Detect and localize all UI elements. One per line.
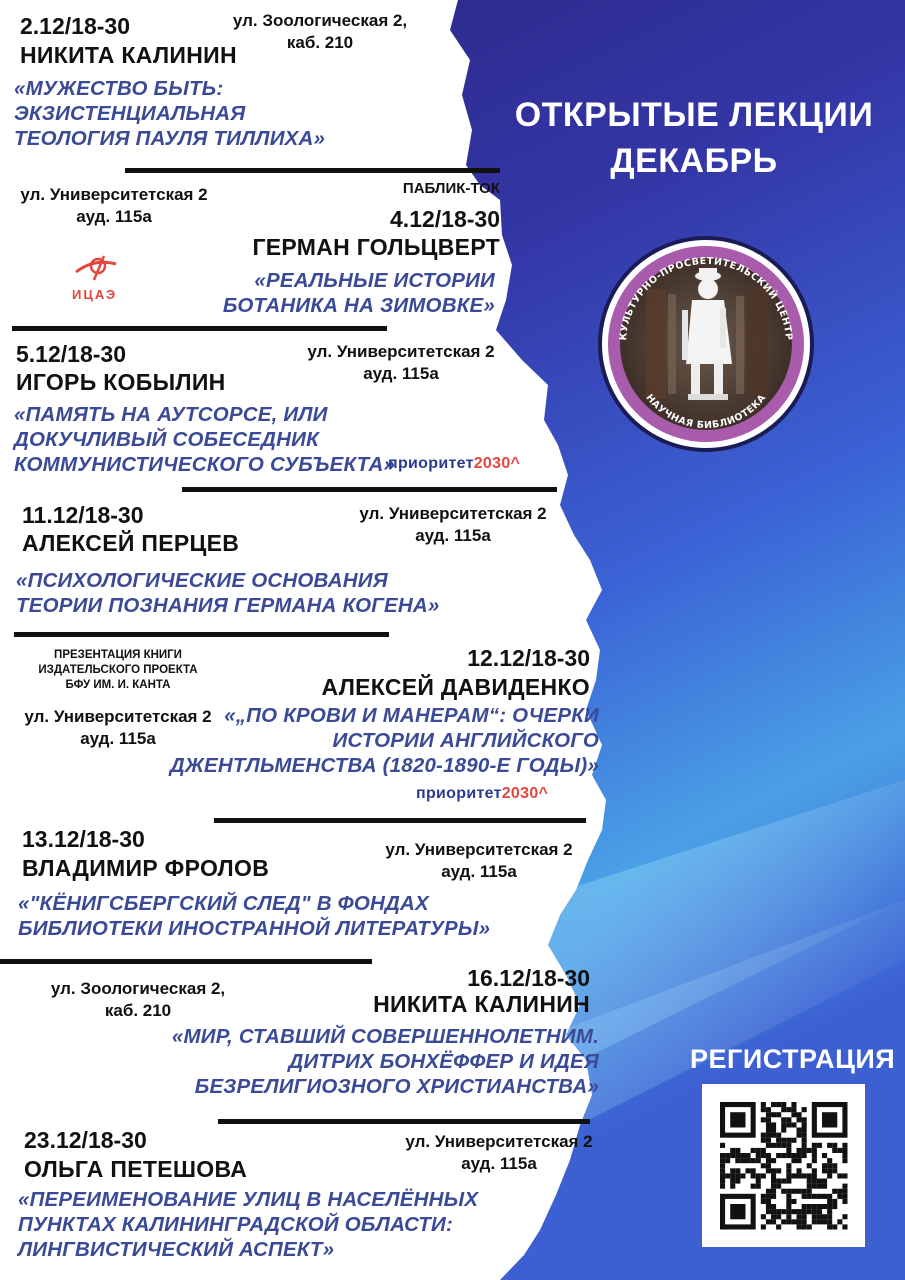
lecture-7-title bbox=[172, 1024, 599, 1099]
emblem-top-text: КУЛЬТУРНО-ПРОСВЕТИТЕЛЬСКИЙ ЦЕНТР bbox=[617, 255, 794, 341]
lecture-6-date: 13.12/18-30 bbox=[22, 826, 145, 852]
title-line-2: ДЕКАБРЬ bbox=[610, 142, 778, 180]
title-line: «МИР, СТАВШИЙ СОВЕРШЕННОЛЕТНИМ. bbox=[171, 1025, 599, 1048]
address-line-1: ул. Университетская 2 bbox=[307, 342, 495, 361]
address-line-2: ауд. 115а bbox=[461, 1154, 537, 1173]
lecture-3-speaker: ИГОРЬ КОБЫЛИН bbox=[16, 369, 226, 395]
lecture-7-date: 16.12/18-30 bbox=[467, 965, 590, 991]
lecture-4-address bbox=[352, 503, 554, 547]
title-line: БИБЛИОТЕКИ ИНОСТРАННОЙ ЛИТЕРАТУРЫ» bbox=[18, 917, 491, 940]
lecture-2-tag: ПАБЛИК-ТОК bbox=[402, 180, 500, 197]
title-line: ПУНКТАХ КАЛИНИНГРАДСКОЙ ОБЛАСТИ: bbox=[18, 1213, 453, 1236]
divider bbox=[125, 168, 500, 173]
title-line: КОММУНИСТИЧЕСКОГО СУБЪЕКТА» bbox=[14, 453, 396, 476]
divider bbox=[182, 487, 557, 492]
lecture-2-speaker: ГЕРМАН ГОЛЬЦВЕРТ bbox=[252, 234, 500, 260]
address-line-2: ауд. 115а bbox=[76, 207, 152, 226]
title-line: ТЕОРИИ ПОЗНАНИЯ ГЕРМАНА КОГЕНА» bbox=[16, 594, 440, 617]
title-line: «ПСИХОЛОГИЧЕСКИЕ ОСНОВАНИЯ bbox=[16, 569, 388, 592]
lecture-2-address bbox=[14, 184, 214, 228]
lecture-4-title bbox=[16, 568, 440, 618]
divider bbox=[14, 632, 389, 637]
title-line: БЕЗРЕЛИГИОЗНОГО ХРИСТИАНСТВА» bbox=[194, 1075, 599, 1098]
title-line: «МУЖЕСТВО БЫТЬ: bbox=[14, 77, 224, 100]
divider bbox=[12, 326, 387, 331]
lecture-3-address bbox=[300, 341, 502, 385]
emblem-bottom-text: НАУЧНАЯ БИБЛИОТЕКА bbox=[643, 392, 769, 432]
note-line: БФУ ИМ. И. КАНТА bbox=[65, 679, 171, 691]
lecture-5-date: 12.12/18-30 bbox=[467, 645, 590, 671]
address-line-2: ауд. 115а bbox=[80, 729, 156, 748]
lecture-2-title bbox=[223, 268, 495, 318]
divider bbox=[214, 818, 586, 823]
title-line: ДЖЕНТЛЬМЕНСТВА (1820-1890-Е ГОДЫ)» bbox=[169, 754, 599, 777]
priority-2030-logo bbox=[388, 455, 520, 473]
address-line-1: ул. Зоологическая 2, bbox=[232, 11, 408, 30]
priority-word: приоритет bbox=[416, 785, 502, 802]
address-line-1: ул. Университетская 2 bbox=[20, 185, 208, 204]
lecture-6-title bbox=[18, 891, 490, 941]
priority-arrow-icon: ^ bbox=[538, 785, 549, 802]
title-line: «РЕАЛЬНЫЕ ИСТОРИИ bbox=[254, 269, 495, 292]
lecture-7-speaker: НИКИТА КАЛИНИН bbox=[373, 991, 590, 1017]
address-line-2: каб. 210 bbox=[286, 33, 354, 52]
lecture-5-speaker: АЛЕКСЕЙ ДАВИДЕНКО bbox=[321, 674, 590, 700]
priority-arrow-icon: ^ bbox=[510, 455, 521, 472]
icae-logo bbox=[64, 254, 144, 302]
qr-code-icon bbox=[702, 1084, 865, 1247]
address-line-1: ул. Университетская 2 bbox=[385, 840, 573, 859]
title-line: БОТАНИКА НА ЗИМОВКЕ» bbox=[222, 294, 495, 317]
address-line-2: ауд. 115а bbox=[363, 364, 439, 383]
lecture-5-note bbox=[18, 648, 218, 693]
icae-label: ИЦАЭ bbox=[72, 287, 118, 302]
priority-2030-logo bbox=[416, 785, 548, 803]
icae-icon bbox=[64, 254, 128, 284]
note-line: ПРЕЗЕНТАЦИЯ КНИГИ bbox=[54, 649, 182, 661]
title-line-1: ОТКРЫТЫЕ ЛЕКЦИИ bbox=[514, 96, 874, 134]
lecture-3-title bbox=[14, 402, 395, 477]
priority-word: приоритет bbox=[388, 455, 474, 472]
title-line: ЛИНГВИСТИЧЕСКИЙ АСПЕКТ» bbox=[18, 1238, 335, 1261]
lecture-4-date: 11.12/18-30 bbox=[22, 502, 144, 528]
address-line-1: ул. Университетская 2 bbox=[405, 1132, 593, 1151]
address-line-1: ул. Зоологическая 2, bbox=[50, 979, 226, 998]
lecture-6-address bbox=[378, 839, 580, 883]
title-line: «ПАМЯТЬ НА АУТСОРСЕ, ИЛИ bbox=[14, 403, 328, 426]
address-line-1: ул. Университетская 2 bbox=[359, 504, 547, 523]
divider bbox=[218, 1119, 590, 1124]
title-line: ДОКУЧЛИВЫЙ СОБЕСЕДНИК bbox=[14, 428, 319, 451]
divider bbox=[0, 959, 372, 964]
registration-qr-code[interactable] bbox=[702, 1084, 865, 1247]
lecture-3-date: 5.12/18-30 bbox=[16, 341, 126, 367]
priority-year: 2030 bbox=[501, 785, 539, 802]
address-line-1: ул. Университетская 2 bbox=[24, 707, 212, 726]
priority-year: 2030 bbox=[473, 455, 511, 472]
lecture-8-speaker: ОЛЬГА ПЕТЕШОВА bbox=[24, 1156, 248, 1182]
title-line: «ПЕРЕИМЕНОВАНИЕ УЛИЦ В НАСЕЛЁННЫХ bbox=[18, 1188, 479, 1211]
lecture-1-title bbox=[14, 76, 325, 151]
title-line: ДИТРИХ БОНХЁФФЕР И ИДЕЯ bbox=[288, 1050, 599, 1073]
lecture-7-address bbox=[36, 978, 240, 1022]
lecture-8-title bbox=[18, 1187, 478, 1262]
address-line-2: ауд. 115а bbox=[415, 526, 491, 545]
lecture-5-title bbox=[170, 703, 599, 778]
lecture-2-date: 4.12/18-30 bbox=[390, 206, 500, 232]
address-line-2: каб. 210 bbox=[104, 1001, 172, 1020]
title-line: ИСТОРИИ АНГЛИЙСКОГО bbox=[332, 729, 599, 752]
lecture-1-speaker: НИКИТА КАЛИНИН bbox=[20, 42, 237, 68]
title-line: «"КЁНИГСБЕРГСКИЙ СЛЕД" В ФОНДАХ bbox=[18, 892, 429, 915]
title-line: «„ПО КРОВИ И МАНЕРАМ“: ОЧЕРКИ bbox=[224, 704, 599, 727]
library-emblem bbox=[596, 234, 816, 454]
page-title bbox=[504, 92, 884, 184]
lecture-1-date: 2.12/18-30 bbox=[20, 13, 130, 39]
lecture-4-speaker: АЛЕКСЕЙ ПЕРЦЕВ bbox=[22, 530, 240, 556]
lecture-1-address bbox=[220, 10, 420, 54]
lecture-8-address bbox=[398, 1131, 600, 1175]
lecture-8-date: 23.12/18-30 bbox=[24, 1127, 147, 1153]
note-line: ИЗДАТЕЛЬСКОГО ПРОЕКТА bbox=[38, 664, 198, 676]
title-line: ТЕОЛОГИЯ ПАУЛЯ ТИЛЛИХА» bbox=[14, 127, 326, 150]
registration-label: РЕГИСТРАЦИЯ bbox=[690, 1044, 896, 1074]
address-line-2: ауд. 115а bbox=[441, 862, 517, 881]
lecture-6-speaker: ВЛАДИМИР ФРОЛОВ bbox=[22, 855, 270, 881]
title-line: ЭКЗИСТЕНЦИАЛЬНАЯ bbox=[14, 102, 246, 125]
